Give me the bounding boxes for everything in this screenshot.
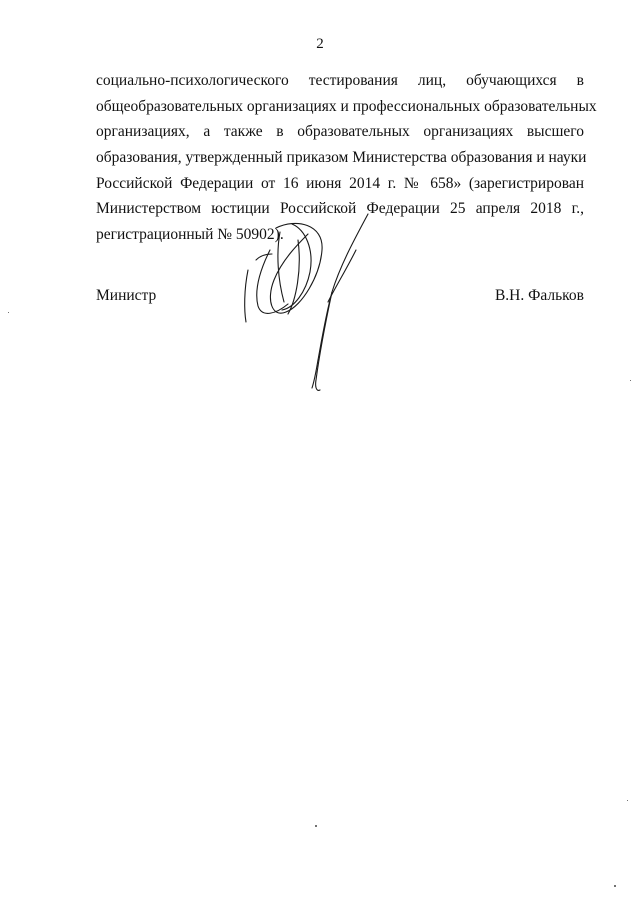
- body-line: Российской Федерации от 16 июня 2014 г. № 658» (зарегистрирован: [96, 174, 584, 192]
- body-line: регистрационный № 50902).: [96, 226, 284, 244]
- scan-speck: [8, 312, 9, 313]
- body-line: Министерством юстиции Российской Федерации 25 апреля 2018 г.,: [96, 200, 584, 218]
- body-line: образования, утвержденный приказом Министерства образования и науки: [96, 149, 587, 167]
- signatory-title: Министр: [96, 287, 157, 304]
- page-number: 2: [316, 36, 324, 52]
- scan-speck: [630, 380, 631, 381]
- body-line: организациях, а также в образовательных организациях высшего: [96, 123, 584, 141]
- body-line: общеобразовательных организациях и профессиональных образовательных: [96, 97, 597, 115]
- handwritten-signature: [236, 210, 376, 400]
- scan-speck: [315, 825, 317, 827]
- body-line: социально-психологического тестирования лиц, обучающихся в: [96, 72, 584, 89]
- scan-speck: [614, 885, 616, 887]
- scan-speck: [627, 800, 628, 801]
- signatory-name: В.Н. Фальков: [494, 287, 584, 304]
